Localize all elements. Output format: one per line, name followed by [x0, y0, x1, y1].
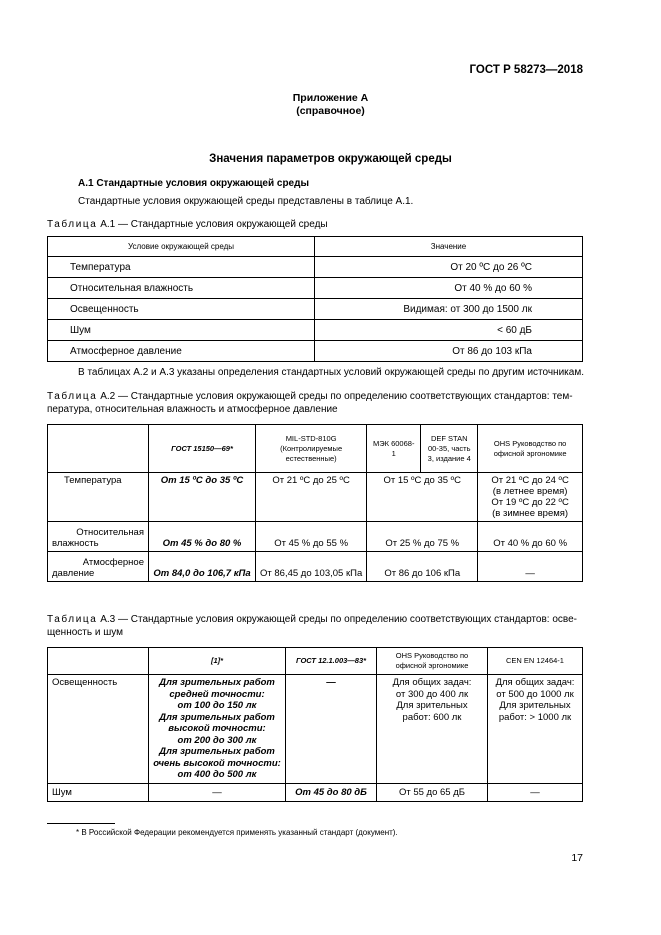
- table3-caption-text: А.3 — Стандартные условия окружающей среды по определению соответствующих стандартов: осве-: [97, 614, 577, 625]
- table-cell: От 86 до 103 кПа: [315, 341, 583, 362]
- table-cell: Атмосферное давление: [48, 341, 315, 362]
- table-cell: < 60 дБ: [315, 320, 583, 341]
- table-header-cell: ГОСТ 15150—69*: [149, 425, 256, 473]
- table-cell-line: Для зрительных работ: [159, 746, 275, 757]
- table2-caption: [47, 390, 573, 416]
- table-a2: [47, 424, 583, 582]
- table3-caption: [47, 613, 577, 639]
- table-header-cell: [48, 648, 149, 675]
- table-cell-line: от 500 до 1000 лк: [496, 688, 574, 700]
- table-header-row: [48, 425, 583, 473]
- table-cell: [149, 675, 286, 784]
- table-cell: От 40 % до 60 %: [478, 522, 583, 552]
- table-cell-line: От 21 ºС до 24 ºС: [491, 475, 569, 486]
- table-header-cell: Значение: [315, 237, 583, 257]
- page-number: 17: [571, 852, 583, 864]
- table-cell: —: [149, 783, 286, 801]
- table-cell-line: Для общих задач:: [392, 677, 472, 688]
- table-header-cell: МЭК 60068-1: [367, 425, 421, 473]
- subsection-title: А.1 Стандартные условия окружающей среды: [78, 178, 310, 189]
- appendix-subtitle: (справочное): [296, 105, 365, 117]
- table-row: [48, 257, 583, 278]
- table-cell-line: Относительная: [76, 527, 144, 538]
- table-cell: От 86 до 106 кПа: [367, 552, 478, 582]
- table-cell-line: давление: [52, 568, 95, 579]
- table-cell: Шум: [48, 783, 149, 801]
- table-cell: Видимая: от 300 до 1500 лк: [315, 299, 583, 320]
- table-header-cell: [48, 425, 149, 473]
- table-cell: —: [286, 675, 377, 784]
- table-cell-line: от 100 до 150 лк: [177, 700, 257, 711]
- table-header-cell: OHS Руководство по офисной эргономике: [478, 425, 583, 473]
- table-cell: От 25 % до 75 %: [367, 522, 478, 552]
- table-cell: —: [478, 552, 583, 582]
- table-cell: Температура: [48, 257, 315, 278]
- table-cell: Температура: [48, 473, 149, 522]
- table-header-cell: OHS Руководство по офисной эргономике: [377, 648, 488, 675]
- table-row: [48, 278, 583, 299]
- table-cell: [488, 675, 583, 784]
- subsection-intro: Стандартные условия окружающей среды представлены в таблице А.1.: [78, 196, 414, 207]
- table2-caption-text: А.2 — Стандартные условия окружающей среды по определению соответствующих стандартов: тем-: [97, 391, 573, 402]
- table-cell-line: Для зрительных работ: [159, 711, 275, 723]
- table-cell: От 45 % до 55 %: [256, 522, 367, 552]
- table-cell-line: Атмосферное: [82, 557, 144, 568]
- table-cell-line: высокой точности:: [168, 723, 266, 734]
- table1-caption: [47, 219, 328, 230]
- table-cell-line: от 400 до 500 лк: [177, 769, 257, 780]
- appendix-title: Приложение А: [292, 92, 369, 104]
- table-cell: От 40 % до 60 %: [315, 278, 583, 299]
- table-row: [48, 783, 583, 801]
- table-header-cell: CEN EN 12464-1: [488, 648, 583, 675]
- table-header-row: [48, 237, 583, 257]
- table-cell-line: (в зимнее время): [492, 508, 569, 519]
- table-cell-line: от 200 до 300 лк: [177, 734, 257, 746]
- table-header-row: [48, 648, 583, 675]
- table-header-cell: DEF STAN 00-35, часть 3, издание 4: [421, 425, 478, 473]
- table-cell: —: [488, 783, 583, 801]
- table1-caption-text: А.1 — Стандартные условия окружающей среды: [97, 219, 328, 230]
- table-cell-line: работ: > 1000 лк: [498, 711, 572, 723]
- table-cell-line: Для зрительных работ: [159, 677, 275, 688]
- table-row: [48, 522, 583, 552]
- table-cell: [48, 522, 149, 552]
- table-a3: [47, 647, 583, 802]
- table3-caption-label: Таблица: [47, 614, 98, 625]
- table-cell: От 20 ºС до 26 ºС: [315, 257, 583, 278]
- table-row: [48, 341, 583, 362]
- table-cell: От 45 % до 80 %: [149, 522, 256, 552]
- table-cell-line: от 300 до 400 лк: [395, 688, 469, 700]
- table-cell: От 86,45 до 103,05 кПа: [256, 552, 367, 582]
- table-cell: [377, 675, 488, 784]
- table2-caption-text-cont: пература, относительная влажность и атмосферное давление: [47, 404, 338, 415]
- table-cell-line: очень высокой точности:: [153, 757, 281, 769]
- table-cell: От 84,0 до 106,7 кПа: [149, 552, 256, 582]
- table-cell: От 55 до 65 дБ: [377, 783, 488, 801]
- table-cell-line: Для зрительных: [499, 700, 571, 711]
- table-header-cell: Условие окружающей среды: [48, 237, 315, 257]
- table1-caption-label: Таблица: [47, 219, 98, 230]
- table-cell-line: работ: 600 лк: [402, 711, 462, 723]
- footnote-divider: [47, 823, 115, 824]
- table-cell: Шум: [48, 320, 315, 341]
- table2-caption-label: Таблица: [47, 391, 98, 402]
- appendix-heading: [0, 92, 661, 118]
- table-cell: От 15 ºС до 35 ºС: [367, 473, 478, 522]
- table-cell: [478, 473, 583, 522]
- table-a1: [47, 236, 583, 362]
- table-cell: Освещенность: [48, 299, 315, 320]
- table-row: [48, 473, 583, 522]
- footnote: * В Российской Федерации рекомендуется применять указанный стандарт (документ).: [76, 828, 398, 837]
- table-row: [48, 675, 583, 784]
- table-row: [48, 320, 583, 341]
- table-cell: Освещенность: [48, 675, 149, 784]
- standard-code: ГОСТ Р 58273—2018: [469, 64, 583, 76]
- table-cell: Относительная влажность: [48, 278, 315, 299]
- table-cell-line: Для общих задач:: [495, 677, 575, 688]
- table-cell-line: влажность: [52, 538, 99, 549]
- table-cell: От 21 ºС до 25 ºС: [256, 473, 367, 522]
- table-cell-line: (в летнее время): [492, 486, 568, 497]
- table-cell: От 45 до 80 дБ: [286, 783, 377, 801]
- table-row: [48, 299, 583, 320]
- table-cell-line: Для зрительных: [396, 700, 468, 711]
- section-title: Значения параметров окружающей среды: [209, 153, 452, 165]
- table-header-cell: [1]*: [149, 648, 286, 675]
- table-cell-line: От 19 ºС до 22 ºС: [491, 497, 569, 508]
- table-header-cell: ГОСТ 12.1.003—83*: [286, 648, 377, 675]
- table-cell: От 15 ºС до 35 ºС: [149, 473, 256, 522]
- table-header-cell: MIL-STD-810G (Контролируемые естественные): [256, 425, 367, 473]
- table-cell: [48, 552, 149, 582]
- table-cell-line: средней точности:: [169, 688, 265, 700]
- table-row: [48, 552, 583, 582]
- table3-caption-text-cont: щенность и шум: [47, 627, 124, 638]
- between-tables-text: В таблицах А.2 и А.3 указаны определения стандартных условий окружающей среды по другим источникам.: [78, 367, 584, 378]
